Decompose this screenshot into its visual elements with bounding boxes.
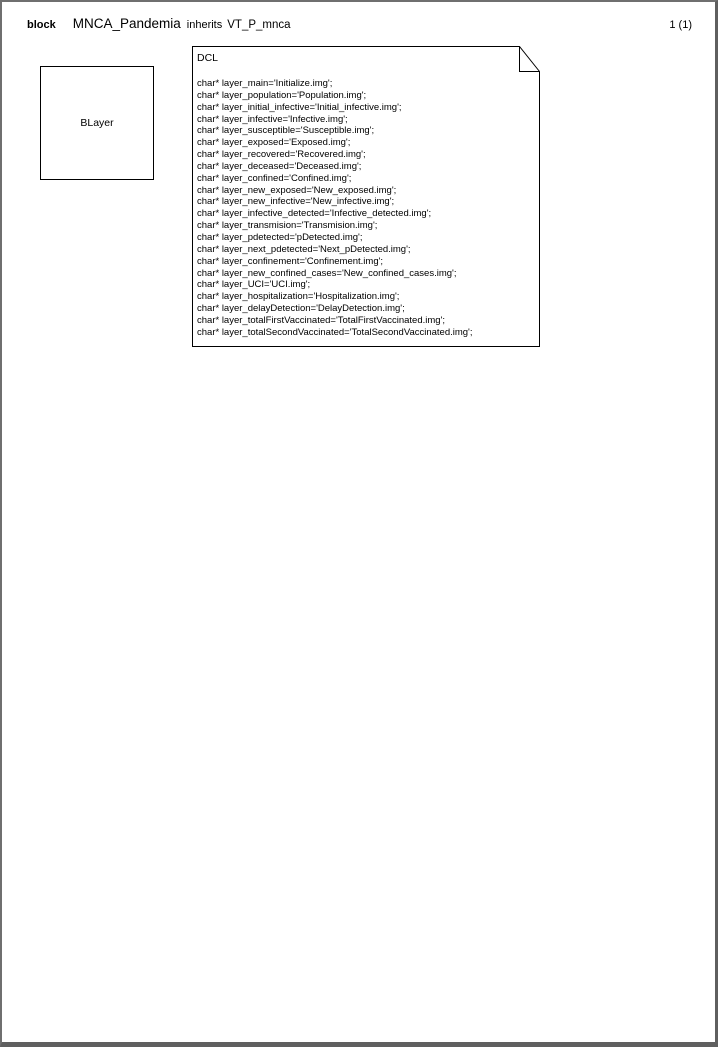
declaration-list bbox=[197, 78, 530, 339]
dcl-note[interactable] bbox=[192, 46, 540, 347]
block-instance-label: BLayer bbox=[80, 117, 114, 129]
declaration-line: char* layer_new_exposed='New_exposed.img'; bbox=[197, 184, 397, 196]
declaration-line: char* layer_exposed='Exposed.img'; bbox=[197, 137, 351, 149]
block-kind-label: block bbox=[27, 19, 56, 31]
declaration-line: char* layer_confinement='Confinement.img'; bbox=[197, 255, 384, 267]
declaration-line: char* layer_delayDetection='DelayDetection.img'; bbox=[197, 303, 405, 315]
page-number: 1 (1) bbox=[669, 19, 692, 31]
declaration-line: char* layer_main='Initialize.img'; bbox=[197, 78, 333, 89]
declaration-line: char* layer_initial_infective='Initial_infective.img'; bbox=[197, 101, 402, 113]
declaration-line: char* layer_susceptible='Susceptible.img'; bbox=[197, 125, 375, 137]
declaration-line: char* layer_transmision='Transmision.img'; bbox=[197, 220, 378, 232]
declaration-line: char* layer_totalSecondVaccinated='TotalSecondVaccinated.img'; bbox=[197, 326, 473, 338]
declaration-line: char* layer_population='Population.img'; bbox=[197, 89, 367, 101]
inherits-keyword: inherits bbox=[186, 19, 223, 31]
declaration-line: char* layer_confined='Confined.img'; bbox=[197, 172, 352, 184]
declaration-line: char* layer_next_pdetected='Next_pDetected.img'; bbox=[197, 243, 411, 255]
dcl-title: DCL bbox=[197, 52, 219, 64]
declaration-line: char* layer_infective='Infective.img'; bbox=[197, 113, 348, 125]
declaration-line: char* layer_pdetected='pDetected.img'; bbox=[197, 231, 363, 243]
declaration-line: char* layer_new_confined_cases='New_confined_cases.img'; bbox=[197, 267, 457, 279]
diagram-header bbox=[27, 16, 291, 31]
block-instance-blayer[interactable] bbox=[40, 66, 154, 180]
diagram-title: MNCA_Pandemia bbox=[72, 16, 181, 31]
declaration-line: char* layer_deceased='Deceased.img'; bbox=[197, 160, 362, 172]
note-content bbox=[197, 52, 530, 343]
declaration-line: char* layer_new_infective='New_infective.img'; bbox=[197, 196, 395, 208]
declaration-line: char* layer_hospitalization='Hospitalization.img'; bbox=[197, 291, 400, 303]
declaration-line: char* layer_UCI='UCI.img'; bbox=[197, 279, 311, 291]
parent-block-name: VT_P_mnca bbox=[227, 19, 291, 31]
declaration-line: char* layer_totalFirstVaccinated='TotalFirstVaccinated.img'; bbox=[197, 314, 446, 326]
declaration-line: char* layer_recovered='Recovered.img'; bbox=[197, 149, 366, 161]
declaration-line: char* layer_infective_detected='Infective_detected.img'; bbox=[197, 208, 432, 220]
